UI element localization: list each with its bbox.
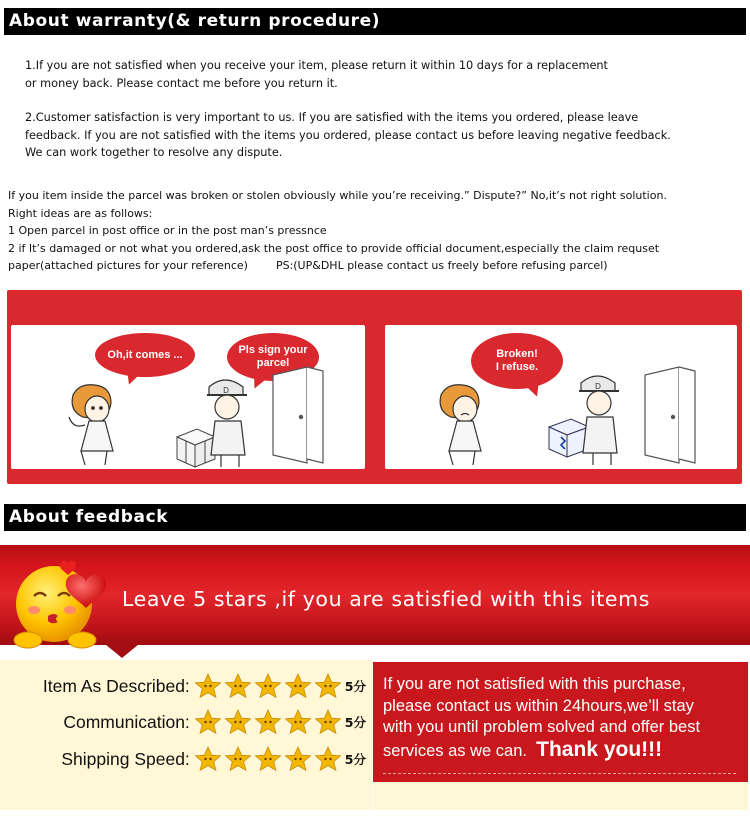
parcel-icon xyxy=(177,429,215,467)
speech-bubble-broken: Broken! I refuse. xyxy=(471,333,563,389)
svg-text:D: D xyxy=(595,382,601,391)
speech-bubble-sign: Pls sign your parcel xyxy=(227,333,319,381)
postman-figure xyxy=(207,380,247,467)
postman-figure xyxy=(579,376,619,465)
star-icon xyxy=(314,673,342,699)
star-icon xyxy=(254,673,282,699)
star-icon xyxy=(224,709,252,735)
svg-text:D: D xyxy=(223,386,229,395)
star-icon xyxy=(194,746,222,772)
refusal-illustration xyxy=(385,325,737,469)
star-rating xyxy=(194,673,342,699)
star-icon xyxy=(254,709,282,735)
thank-you-text: Thank you!!! xyxy=(536,737,663,761)
warranty-paragraph-1: 1.If you are not satisfied when you receive your item, please return it within 10 days for a replacement or money back. Please contact me before you return it. xyxy=(25,59,608,90)
scene-accept xyxy=(11,325,365,469)
star-icon xyxy=(284,673,312,699)
rating-row: Item As Described: 5分 xyxy=(43,672,366,700)
star-icon xyxy=(314,709,342,735)
banner-text: Leave 5 stars ,if you are satisfied with this items xyxy=(122,587,650,611)
star-icon xyxy=(254,746,282,772)
rating-row: Communication: 5分 xyxy=(63,708,366,736)
feedback-header: About feedback xyxy=(4,504,746,531)
star-icon xyxy=(194,673,222,699)
star-icon xyxy=(194,709,222,735)
star-icon xyxy=(224,673,252,699)
scene-refuse xyxy=(385,325,737,469)
star-rating xyxy=(194,709,342,735)
star-icon xyxy=(224,746,252,772)
star-icon xyxy=(284,709,312,735)
girl-figure xyxy=(440,385,481,465)
notice-panel xyxy=(7,290,742,484)
door-icon xyxy=(645,367,695,463)
star-rating xyxy=(194,746,342,772)
satisfaction-message: If you are not satisfied with this purchase, please contact us within 24hours,we’ll stay with you until problem solved and offer best services as we can. Thank you!!! xyxy=(373,662,748,782)
rating-row: Shipping Speed: 5分 xyxy=(61,745,366,773)
star-icon xyxy=(314,746,342,772)
warranty-header: About warranty(& return procedure) xyxy=(4,8,746,35)
warranty-paragraph-2: 2.Customer satisfaction is very important to us. If you are satisfied with the items you ordered, please leave feedback. If you are not satisfied with the items you ordered, please contact us before leaving negative feedback. We can work together to resolve any dispute. xyxy=(25,111,671,159)
message-footer xyxy=(373,782,748,810)
door-icon xyxy=(273,367,323,463)
dispute-paragraph: If you item inside the parcel was broken or stolen obviously while you’re receiving.” Dispute?” No,it’s not right solution. Right ideas are as follows: 1 Open parcel in post office or in the post man’s pressnce 2 if It’s damaged or not what you ordered,ask the post office to provide official document,especially the claim requset paper(attached pictures for your reference) PS:(UP&DHL please contact us freely before refusing parcel) xyxy=(8,189,667,272)
smiley-icon xyxy=(8,548,120,658)
girl-figure xyxy=(69,385,113,465)
dashed-divider xyxy=(383,773,736,774)
delivery-illustration xyxy=(11,325,365,469)
ratings-panel xyxy=(0,660,372,810)
speech-bubble-oh: Oh,it comes ... xyxy=(95,333,195,377)
star-icon xyxy=(284,746,312,772)
